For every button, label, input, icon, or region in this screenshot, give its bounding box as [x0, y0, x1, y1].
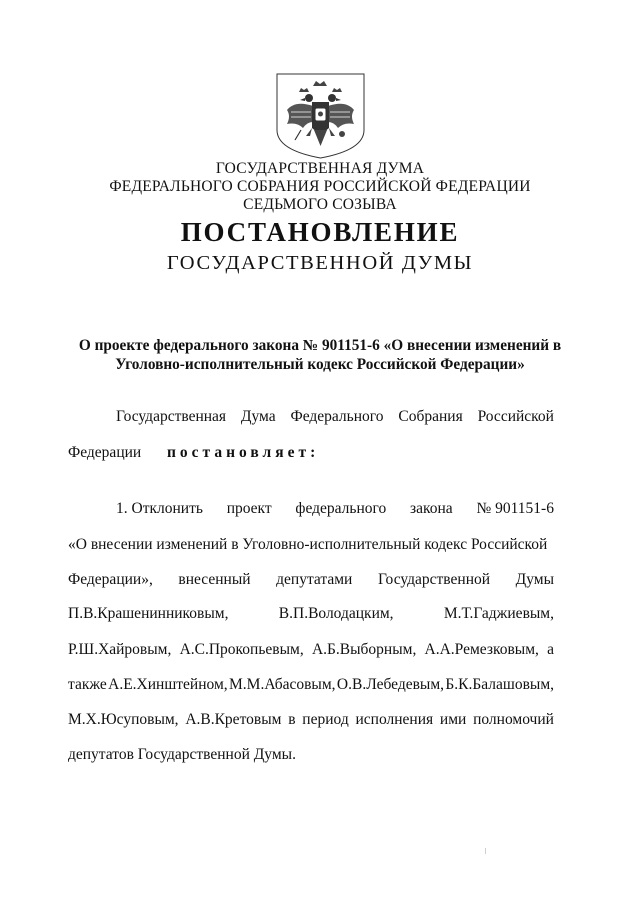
coat-of-arms-emblem [273, 72, 368, 160]
item1-word: а [547, 641, 554, 658]
item1-line-7 [68, 711, 554, 729]
item1-word: полномочий [473, 711, 554, 728]
subject-line-1: О проекте федерального закона № 901151-6 «О внесении изменений в [78, 337, 562, 354]
item1-word: также [68, 676, 107, 693]
header-line-convocation: СЕДЬМОГО СОЗЫВА [243, 196, 397, 213]
preamble-line-1 [116, 408, 554, 426]
preamble-word: Государственная [116, 408, 227, 425]
scan-mark [485, 848, 486, 854]
item1-word: Государственной [377, 571, 491, 588]
item1-line-2: «О внесении изменений в Уголовно-исполнительный кодекс Российской [68, 536, 548, 553]
item1-line-8: депутатов Государственной Думы. [68, 746, 296, 763]
preamble-word: Собрания [398, 408, 463, 425]
item1-word: депутатами [276, 571, 353, 588]
item1-word: М.Х.Юсуповым, [68, 711, 179, 728]
header-line-duma: ГОСУДАРСТВЕННАЯ ДУМА [215, 160, 425, 177]
item1-word: Думы [515, 571, 554, 588]
item1-word: проект [226, 500, 272, 517]
decree-word: постановляет: [166, 444, 320, 461]
item1-word: А.В.Кретовым [185, 711, 282, 728]
item1-line-6 [68, 676, 554, 694]
item1-word: Б.К.Балашовым, [445, 676, 554, 693]
item1-line-1 [116, 500, 554, 518]
item1-word: А.А.Ремезковым, [424, 641, 539, 658]
item1-word: В.П.Володацким, [278, 605, 394, 622]
document-subject [60, 336, 580, 374]
document-subtitle: ГОСУДАРСТВЕННОЙ ДУМЫ [166, 252, 474, 274]
header-line-federal-assembly: ФЕДЕРАЛЬНОГО СОБРАНИЯ РОССИЙСКОЙ ФЕДЕРАЦИИ [109, 178, 531, 195]
preamble-word: Российской [477, 408, 554, 425]
item1-word: федерального [295, 500, 387, 517]
item1-word: Р.Ш.Хайровым, [68, 641, 172, 658]
item1-line-5 [68, 641, 554, 659]
preamble-word: Федерации [68, 444, 142, 461]
item1-word: ими [439, 711, 467, 728]
item1-line-3 [68, 571, 554, 589]
item1-word: А.Е.Хинштейном, [108, 676, 228, 693]
preamble-word: Дума [240, 408, 276, 425]
subject-line-2: Уголовно-исполнительный кодекс Российской Федерации» [115, 356, 525, 373]
item1-word: № 901151-6 [476, 500, 554, 517]
item1-word: 1. Отклонить [116, 500, 203, 517]
document-title: ПОСТАНОВЛЕНИЕ [180, 217, 460, 247]
item1-word: М.М.Абасовым, [229, 676, 336, 693]
item1-word: А.Б.Выборным, [311, 641, 417, 658]
item1-word: Федерации», [68, 571, 153, 588]
item1-word: закона [410, 500, 453, 517]
item1-word: М.Т.Гаджиевым, [443, 605, 554, 622]
item1-word: период [302, 711, 349, 728]
item1-word: в [288, 711, 296, 728]
preamble-word: Федерального [290, 408, 384, 425]
item1-line-4 [68, 605, 554, 623]
double-headed-eagle-icon [273, 72, 368, 160]
item1-word: внесенный [178, 571, 251, 588]
item1-word: А.С.Прокопьевым, [179, 641, 304, 658]
preamble-line-2 [68, 444, 319, 462]
item1-word: исполнения [355, 711, 434, 728]
item1-word: П.В.Крашенинниковым, [68, 605, 229, 622]
item1-word: О.В.Лебедевым, [336, 676, 445, 693]
